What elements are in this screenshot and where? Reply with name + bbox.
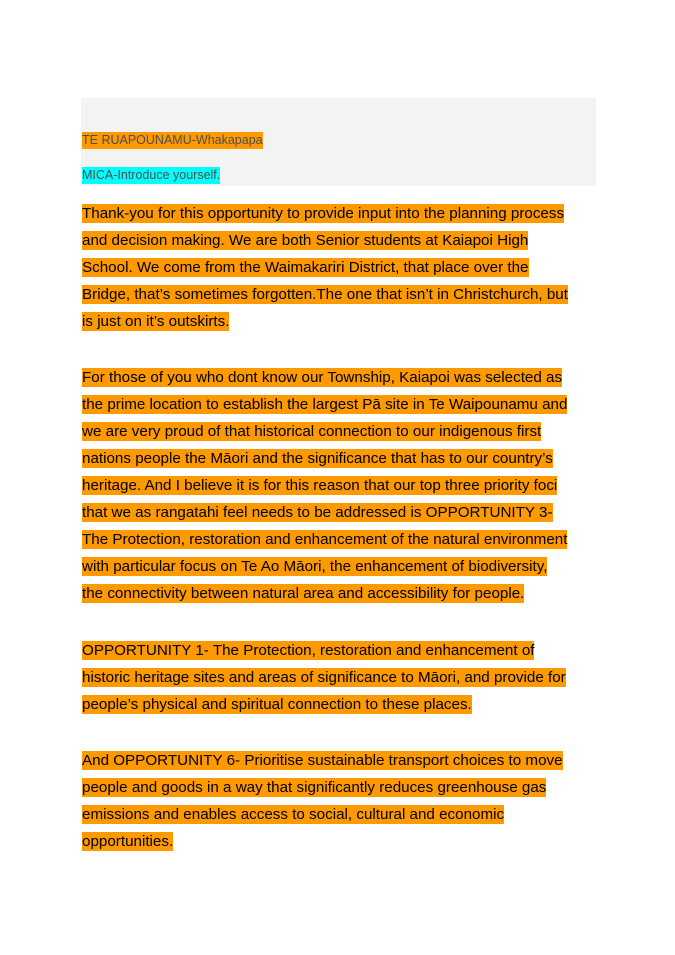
paragraph-line: opportunities. — [82, 833, 174, 850]
paragraph-line: the prime location to establish the largest Pā site in Te Waipounamu and — [82, 396, 568, 413]
paragraph-line: with particular focus on Te Ao Māori, the enhancement of biodiversity, — [82, 558, 548, 575]
paragraph-line: For those of you who dont know our Township, Kaiapoi was selected as — [82, 369, 563, 386]
paragraph-line: the connectivity between natural area and accessibility for people. — [82, 585, 525, 602]
paragraph-line: people and goods in a way that significantly reduces greenhouse gas — [82, 779, 547, 796]
paragraph-line: is just on it’s outskirts. — [82, 313, 230, 330]
paragraph-line: OPPORTUNITY 1- The Protection, restoration and enhancement of — [82, 642, 535, 659]
paragraph-line: School. We come from the Waimakariri District, that place over the — [82, 259, 529, 276]
paragraph-line: historic heritage sites and areas of significance to Māori, and provide for — [82, 669, 566, 686]
paragraph-line: we are very proud of that historical connection to our indigenous first — [82, 423, 542, 440]
document-subtitle: MICA-Introduce yourself. — [82, 168, 221, 182]
paragraph-line: nations people the Māori and the significance that has to our country’s — [82, 450, 553, 467]
document-title: TE RUAPOUNAMU-Whakapapa — [82, 133, 263, 147]
paragraph-line: emissions and enables access to social, cultural and economic — [82, 806, 505, 823]
paragraph-line: Thank-you for this opportunity to provide input into the planning process — [82, 205, 565, 222]
paragraph-line: And OPPORTUNITY 6- Prioritise sustainable transport choices to move — [82, 752, 563, 769]
paragraph-line: people’s physical and spiritual connection to these places. — [82, 696, 472, 713]
paragraph-line: The Protection, restoration and enhancement of the natural environment — [82, 531, 568, 548]
paragraph-line: Bridge, that’s sometimes forgotten.The one that isn’t in Christchurch, but — [82, 286, 568, 303]
paragraph-line: and decision making. We are both Senior students at Kaiapoi High — [82, 232, 529, 249]
paragraph-line: that we as rangatahi feel needs to be addressed is OPPORTUNITY 3- — [82, 504, 553, 521]
paragraph-line: heritage. And I believe it is for this reason that our top three priority foci — [82, 477, 558, 494]
